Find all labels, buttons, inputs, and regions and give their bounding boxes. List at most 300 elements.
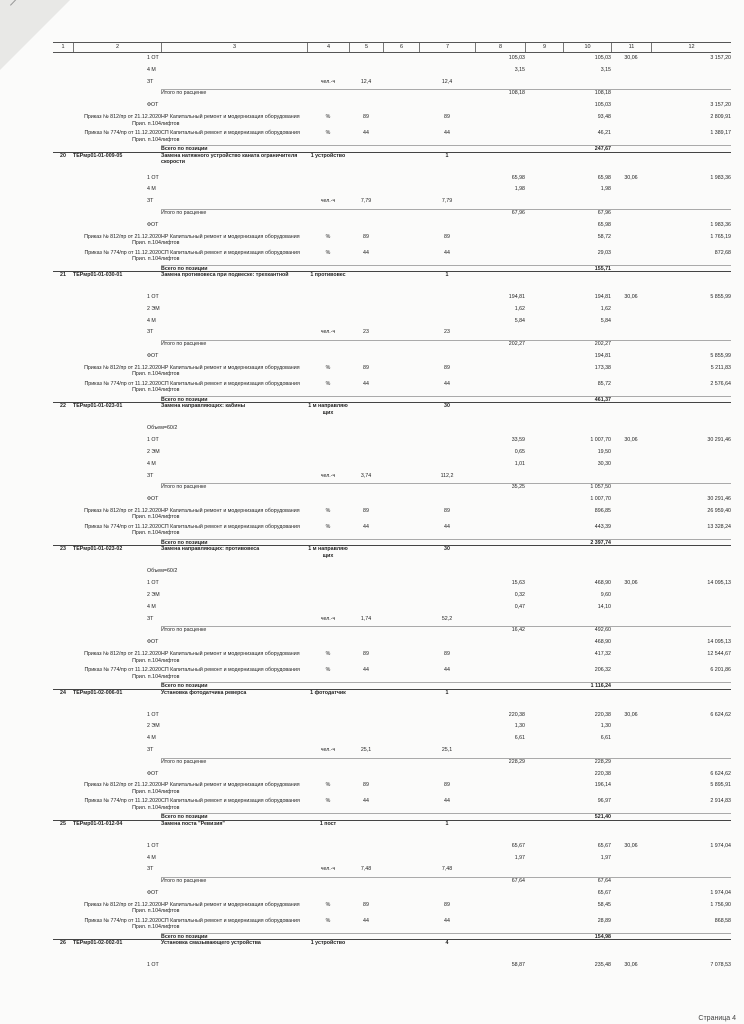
cell-col-7: 52,2 [441, 615, 453, 622]
cell-col-10: 202,27 [594, 341, 611, 348]
cell-col-3: 4 М [147, 603, 156, 610]
table-row [53, 318, 731, 330]
table-row [53, 437, 731, 449]
cell-col-3: Всего по позиции [161, 146, 208, 152]
table-row [53, 735, 731, 747]
cell-col-3: 1 ОТ [147, 580, 159, 587]
cell-col-8: 6,61 [514, 735, 525, 742]
cell-col-4: % [325, 901, 331, 908]
cell-col-3: Установка смазывающего устройства [161, 940, 261, 947]
cell-col-3: ФОТ [147, 353, 159, 359]
cell-col-4: 1 противовес [310, 272, 346, 278]
cell-col-7: 7,48 [441, 866, 453, 873]
cell-col-10: 30,30 [597, 460, 611, 467]
cell-col-3: 4 М [147, 317, 156, 324]
cell-col-7: 44 [444, 380, 450, 387]
cell-col-3: СП Капитальный ремонт и модернизация оборудования лифтов [161, 523, 300, 537]
cell-col-3: Всего по позиции [161, 933, 208, 940]
cell-col-4: 1 устройство [310, 940, 346, 947]
cell-col-8: 220,38 [508, 711, 525, 718]
cell-col-12: 5 211,83 [710, 364, 731, 371]
cell-col-3: Объем=60/2 [147, 425, 178, 432]
cell-col-5: 44 [363, 917, 369, 924]
cell-col-2: ТЕРмр01-02-002-01 [73, 940, 123, 947]
cell-col-3: ЗТ [147, 615, 154, 622]
cell-col-12: 6 624,62 [710, 711, 731, 718]
table-row [53, 902, 731, 918]
cell-col-10: 1 007,70 [590, 496, 611, 503]
table-row [53, 843, 731, 855]
cell-col-10: 2 397,74 [590, 539, 611, 546]
cell-col-10: 155,71 [594, 265, 611, 272]
cell-col-12: 6 201,86 [710, 667, 731, 673]
cell-col-10: 1 116,24 [590, 683, 611, 689]
cell-col-3: Итого по расценке [161, 627, 207, 634]
cell-col-7: 1 [445, 820, 449, 827]
cell-col-7: 89 [444, 114, 450, 120]
cell-col-4: % [325, 364, 331, 371]
cell-col-2: ТЕРмр01-01-023-02 [73, 546, 123, 553]
cell-col-10: 5,84 [600, 317, 611, 324]
table-row [53, 114, 731, 130]
cell-col-10: 65,98 [597, 174, 611, 181]
cell-col-3: ЗТ [147, 746, 154, 753]
cell-col-3: 1 ОТ [147, 962, 159, 969]
cell-col-3: Замена направляющих: противовеса [161, 546, 260, 553]
table-row [53, 568, 731, 580]
cell-col-2: Приказ № 812/пр от 21.12.2020 Прил. п.104 [84, 651, 161, 664]
cell-col-5: 89 [363, 782, 369, 789]
table-row [53, 918, 731, 934]
cell-col-3: Установка фотодатчика реверса [161, 689, 247, 696]
table-row [53, 294, 731, 306]
cell-col-10: 65,98 [597, 221, 611, 228]
cell-col-4: чел.-ч [320, 78, 336, 85]
table-row [53, 175, 731, 187]
table-row [53, 234, 731, 250]
cell-col-8: 5,84 [514, 317, 525, 324]
cell-col-10: 896,85 [594, 507, 611, 514]
cell-col-3: ЗТ [147, 198, 154, 205]
cell-col-4: % [325, 651, 331, 657]
cell-col-3: СП Капитальный ремонт и модернизация оборудования лифтов [161, 798, 300, 811]
cell-col-10: 417,32 [594, 651, 611, 657]
cell-col-3: НР Капитальный ремонт и модернизация оборудования лифтов [161, 507, 300, 521]
table-row [53, 484, 731, 496]
cell-col-5: 44 [363, 249, 369, 256]
cell-col-12: 868,58 [714, 917, 731, 924]
table-row [53, 353, 731, 365]
cell-col-10: 443,39 [594, 523, 611, 530]
table-row [53, 90, 731, 102]
cell-col-10: 247,67 [594, 146, 611, 152]
table-row [53, 55, 731, 67]
table-row [53, 639, 731, 651]
cell-col-2: Приказ № 774/пр от 11.12.2020 Прил. п.104 [84, 917, 161, 931]
table-row [53, 496, 731, 508]
cell-col-2: Приказ № 812/пр от 21.12.2020 Прил. п.104 [84, 507, 161, 521]
cell-col-5: 44 [363, 380, 369, 387]
cell-col-7: 44 [444, 249, 450, 256]
cell-col-3: ЗТ [147, 866, 154, 873]
cell-col-8: 105,03 [508, 55, 525, 61]
cell-col-10: 173,38 [594, 364, 611, 371]
cell-col-12: 2 576,64 [710, 380, 731, 387]
cell-col-8: 65,67 [511, 842, 525, 849]
cell-col-3: 1 ОТ [147, 55, 159, 61]
cell-col-3: Итого по расценке [161, 341, 207, 348]
cell-col-8: 194,81 [508, 294, 525, 300]
cell-col-7: 112,2 [440, 472, 454, 479]
cell-col-10: 196,14 [594, 782, 611, 789]
table-row [53, 341, 731, 353]
cell-col-10: 29,03 [597, 249, 611, 256]
cell-col-3: СП Капитальный ремонт и модернизация оборудования лифтов [161, 249, 300, 262]
cell-col-3: Итого по расценке [161, 209, 207, 216]
cell-col-12: 2 809,91 [710, 114, 731, 120]
cell-col-3: ФОТ [147, 221, 159, 228]
cell-col-12: 1 983,36 [710, 221, 731, 228]
table-row [53, 67, 731, 79]
cell-col-1: 23 [60, 546, 66, 553]
cell-col-3: НР Капитальный ремонт и модернизация оборудования лифтов [161, 114, 300, 127]
cell-col-10: 154,98 [594, 933, 611, 940]
cell-col-3: 1 ОТ [147, 437, 159, 444]
cell-col-12: 5 855,99 [710, 294, 731, 300]
cell-col-5: 89 [363, 114, 369, 120]
cell-col-10: 521,40 [594, 814, 611, 821]
cell-col-12: 26 959,40 [707, 507, 731, 514]
table-row [53, 723, 731, 735]
cell-col-12: 1 974,04 [710, 890, 731, 896]
cell-col-8: 67,64 [511, 878, 525, 885]
cell-col-2: Приказ № 774/пр от 11.12.2020 Прил. п.104 [84, 380, 161, 394]
cell-col-10: 1,97 [600, 854, 611, 861]
cell-col-12: 30 291,46 [707, 496, 731, 503]
cell-col-5: 44 [363, 667, 369, 673]
cell-col-12: 7 078,53 [710, 962, 731, 969]
cell-col-1: 21 [60, 272, 66, 278]
cell-col-10: 9,60 [600, 592, 611, 598]
cell-col-7: 23 [444, 329, 450, 336]
cell-col-3: ЗТ [147, 329, 154, 336]
cell-col-1: 25 [60, 820, 66, 827]
cell-col-10: 58,72 [597, 233, 611, 240]
col-header: 8 [475, 43, 525, 52]
cell-col-10: 65,67 [597, 842, 611, 849]
cell-col-2: Приказ № 774/пр от 11.12.2020 Прил. п.104 [84, 667, 161, 680]
cell-col-3: Всего по позиции [161, 683, 208, 689]
cell-col-3: 1 ОТ [147, 294, 159, 300]
cell-col-12: 2 914,83 [710, 798, 731, 805]
cell-col-8: 1,30 [514, 723, 525, 730]
cell-col-8: 0,32 [514, 592, 525, 598]
cell-col-5: 44 [363, 130, 369, 136]
cell-col-4: чел.-ч [320, 329, 336, 336]
cell-col-3: Замена направляющих: кабины [161, 403, 246, 410]
cell-col-2: ТЕРмр01-01-023-01 [73, 403, 123, 410]
cell-col-12: 1 756,90 [710, 901, 731, 908]
cell-col-8: 16,42 [511, 627, 525, 634]
cell-col-3: НР Капитальный ремонт и модернизация оборудования лифтов [161, 364, 300, 378]
cell-col-5: 89 [363, 901, 369, 908]
cell-col-5: 7,48 [360, 866, 372, 873]
cell-col-2: ТЕРмр01-01-030-01 [73, 272, 123, 278]
cell-col-10: 1,62 [600, 305, 611, 312]
cell-col-2: Приказ № 812/пр от 21.12.2020 Прил. п.104 [84, 901, 161, 915]
cell-col-4: % [325, 249, 331, 256]
cell-col-11: 30,06 [624, 55, 638, 61]
cell-col-7: 89 [444, 507, 450, 514]
cell-col-12: 3 157,20 [710, 55, 731, 61]
cell-col-7: 89 [444, 782, 450, 789]
cell-col-3: 4 М [147, 735, 156, 742]
cell-col-12: 5 895,91 [710, 782, 731, 789]
cell-col-7: 1 [445, 272, 449, 278]
cell-col-4: % [325, 380, 331, 387]
cell-col-5: 23 [363, 329, 369, 336]
cell-col-8: 3,15 [514, 66, 525, 73]
page-number: Страница 4 [698, 1015, 736, 1022]
cell-col-3: Замена поста "Ревизия" [161, 820, 225, 827]
cell-col-3: Замена противовеса при подвеске: трехкантной [161, 272, 289, 278]
cell-col-7: 25,1 [441, 746, 453, 753]
table-row [53, 130, 731, 146]
table-row [53, 186, 731, 198]
table-row [53, 524, 731, 540]
cell-col-4: 1 фотодатчик [310, 689, 346, 696]
table-row [53, 878, 731, 890]
cell-col-5: 89 [363, 507, 369, 514]
cell-col-8: 33,59 [511, 437, 525, 444]
col-header: 1 [61, 44, 65, 50]
cell-col-7: 1 [445, 152, 449, 159]
cell-col-7: 89 [444, 233, 450, 240]
cell-col-3: 2 ЭМ [147, 305, 160, 312]
cell-col-4: чел.-ч [320, 472, 336, 479]
table-row [53, 855, 731, 867]
cell-col-3: ЗТ [147, 78, 154, 85]
table-row [53, 222, 731, 234]
table-row [53, 272, 731, 294]
cell-col-12: 1 983,36 [710, 174, 731, 181]
cell-col-8: 67,96 [511, 209, 525, 216]
cell-col-4: 1 м направляющих [308, 546, 348, 559]
cell-col-7: 44 [444, 130, 450, 136]
cell-col-10: 67,64 [597, 878, 611, 885]
table-row [53, 592, 731, 604]
cell-col-2: ТЕРмр01-02-006-01 [73, 689, 123, 696]
cell-col-2: Приказ № 812/пр от 21.12.2020 Прил. п.104 [84, 233, 161, 246]
table-row [53, 782, 731, 798]
cell-col-4: чел.-ч [320, 746, 336, 753]
cell-col-12: 1 974,04 [710, 842, 731, 849]
cell-col-3: Итого по расценке [161, 878, 207, 885]
cell-col-7: 89 [444, 651, 450, 657]
cell-col-3: Замена натяжного устройство каната ограничителя скорости [161, 152, 298, 165]
cell-col-2: Приказ № 812/пр от 21.12.2020 Прил. п.104 [84, 114, 161, 127]
cell-col-4: % [325, 114, 331, 120]
cell-col-10: 6,61 [600, 735, 611, 742]
cell-col-2: ТЕРмр01-01-009-05 [73, 152, 123, 159]
table-row [53, 508, 731, 524]
cell-col-10: 46,21 [597, 130, 611, 136]
table-row [53, 580, 731, 592]
cell-col-10: 220,38 [594, 770, 611, 777]
cell-col-7: 30 [444, 403, 450, 410]
table-row [53, 759, 731, 771]
cell-col-10: 461,37 [594, 396, 611, 403]
cell-col-7: 44 [444, 667, 450, 673]
cell-col-12: 13 328,24 [707, 523, 731, 530]
cell-col-3: ФОТ [147, 639, 159, 646]
cell-col-3: СП Капитальный ремонт и модернизация оборудования лифтов [161, 380, 300, 394]
table-row [53, 250, 731, 266]
cell-col-7: 44 [444, 917, 450, 924]
cell-col-5: 89 [363, 233, 369, 240]
cell-col-10: 1,98 [600, 186, 611, 193]
cell-col-5: 3,74 [360, 472, 372, 479]
table-header [53, 42, 731, 53]
cell-col-8: 35,25 [511, 484, 525, 491]
cell-col-7: 44 [444, 523, 450, 530]
cell-col-4: 1 устройство [310, 152, 346, 159]
cell-col-3: Итого по расценке [161, 90, 207, 97]
cell-col-12: 3 157,20 [710, 102, 731, 109]
cell-col-11: 30,06 [624, 711, 638, 718]
cell-col-3: Всего по позиции [161, 814, 208, 821]
cell-col-10: 14,10 [597, 603, 611, 610]
table-row [53, 365, 731, 381]
cell-col-10: 235,48 [594, 962, 611, 969]
cell-col-4: 1 м направляющих [308, 403, 348, 416]
cell-col-3: СП Капитальный ремонт и модернизация оборудования лифтов [161, 667, 300, 680]
table-row [53, 153, 731, 175]
table-row [53, 712, 731, 724]
cell-col-10: 206,32 [594, 667, 611, 673]
col-header: 9 [525, 43, 563, 52]
cell-col-4: % [325, 917, 331, 924]
cell-col-3: 4 М [147, 460, 156, 467]
cell-col-10: 58,45 [597, 901, 611, 908]
cell-col-3: НР Капитальный ремонт и модернизация оборудования лифтов [161, 901, 300, 915]
cell-col-7: 30 [444, 546, 450, 553]
cell-col-2: Приказ № 812/пр от 21.12.2020 Прил. п.104 [84, 364, 161, 378]
cell-col-5: 89 [363, 364, 369, 371]
cell-col-7: 7,79 [441, 198, 453, 205]
cell-col-3: 4 М [147, 66, 156, 73]
cell-col-8: 202,27 [508, 341, 525, 348]
cell-col-3: НР Капитальный ремонт и модернизация оборудования лифтов [161, 233, 300, 246]
cell-col-3: ФОТ [147, 890, 159, 896]
cell-col-2: Приказ № 774/пр от 11.12.2020 Прил. п.104 [84, 523, 161, 537]
cell-col-10: 19,50 [597, 448, 611, 455]
cell-col-8: 1,01 [514, 460, 525, 467]
cell-col-2: Приказ № 774/пр от 11.12.2020 Прил. п.104 [84, 798, 161, 811]
cell-col-10: 1 007,70 [590, 437, 611, 444]
table-row [53, 210, 731, 222]
cell-col-3: 2 ЭМ [147, 592, 160, 598]
cell-col-8: 1,97 [514, 854, 525, 861]
cell-col-10: 228,29 [594, 758, 611, 765]
cell-col-4: 1 пост [319, 820, 337, 827]
cell-col-4: % [325, 782, 331, 789]
cell-col-8: 1,98 [514, 186, 525, 193]
cell-col-3: ФОТ [147, 102, 159, 109]
col-header: 4 [307, 43, 349, 52]
cell-col-2: Приказ № 774/пр от 11.12.2020 Прил. п.104 [84, 130, 161, 143]
table-row [53, 449, 731, 461]
cell-col-4: чел.-ч [320, 198, 336, 205]
cell-col-7: 1 [445, 689, 449, 696]
cell-col-5: 12,4 [360, 78, 372, 85]
cell-col-1: 20 [60, 152, 66, 159]
cell-col-12: 872,68 [714, 249, 731, 256]
table-row [53, 821, 731, 843]
cell-col-5: 89 [363, 651, 369, 657]
cell-col-7: 4 [445, 940, 449, 947]
cell-col-4: чел.-ч [320, 615, 336, 622]
cell-col-5: 44 [363, 798, 369, 805]
cell-col-8: 58,87 [511, 962, 525, 969]
col-header: 11 [611, 43, 651, 52]
table-row [53, 381, 731, 397]
table-row [53, 627, 731, 639]
cell-col-12: 5 855,99 [710, 353, 731, 359]
cell-col-12: 30 291,46 [707, 437, 731, 444]
cell-col-3: Объем=60/2 [147, 568, 178, 575]
table-row [53, 940, 731, 962]
cell-col-7: 44 [444, 798, 450, 805]
table-row [53, 771, 731, 783]
cell-col-8: 0,65 [514, 448, 525, 455]
cell-col-3: Итого по расценке [161, 484, 207, 491]
cell-col-3: ФОТ [147, 770, 159, 777]
cell-col-5: 25,1 [360, 746, 372, 753]
cell-col-10: 65,67 [597, 890, 611, 896]
table-row [53, 461, 731, 473]
cell-col-5: 44 [363, 523, 369, 530]
cell-col-8: 65,98 [511, 174, 525, 181]
cell-col-3: НР Капитальный ремонт и модернизация оборудования лифтов [161, 651, 300, 664]
cell-col-11: 30,06 [624, 294, 638, 300]
col-header: 10 [563, 43, 611, 52]
cell-col-3: ФОТ [147, 496, 159, 503]
cell-col-7: 12,4 [441, 78, 453, 85]
table-row [53, 798, 731, 814]
table-row [53, 403, 731, 425]
cell-col-4: чел.-ч [320, 866, 336, 873]
col-header: 3 [161, 43, 307, 52]
cell-col-8: 1,62 [514, 305, 525, 312]
cell-col-3: Всего по позиции [161, 396, 208, 403]
cell-col-11: 30,06 [624, 174, 638, 181]
cell-col-8: 228,29 [508, 758, 525, 765]
col-header: 5 [349, 43, 383, 52]
cell-col-8: 15,63 [511, 580, 525, 587]
cell-col-10: 105,03 [594, 55, 611, 61]
cell-col-3: 1 ОТ [147, 174, 159, 181]
cell-col-10: 1 057,50 [590, 484, 611, 491]
table-row [53, 690, 731, 712]
cell-col-3: 2 ЭМ [147, 448, 160, 455]
table-row [53, 890, 731, 902]
cell-col-5: 1,74 [360, 615, 372, 622]
cell-col-3: СП Капитальный ремонт и модернизация оборудования лифтов [161, 917, 300, 931]
cell-col-4: % [325, 233, 331, 240]
col-header: 6 [383, 43, 419, 52]
col-header: 12 [651, 43, 731, 52]
